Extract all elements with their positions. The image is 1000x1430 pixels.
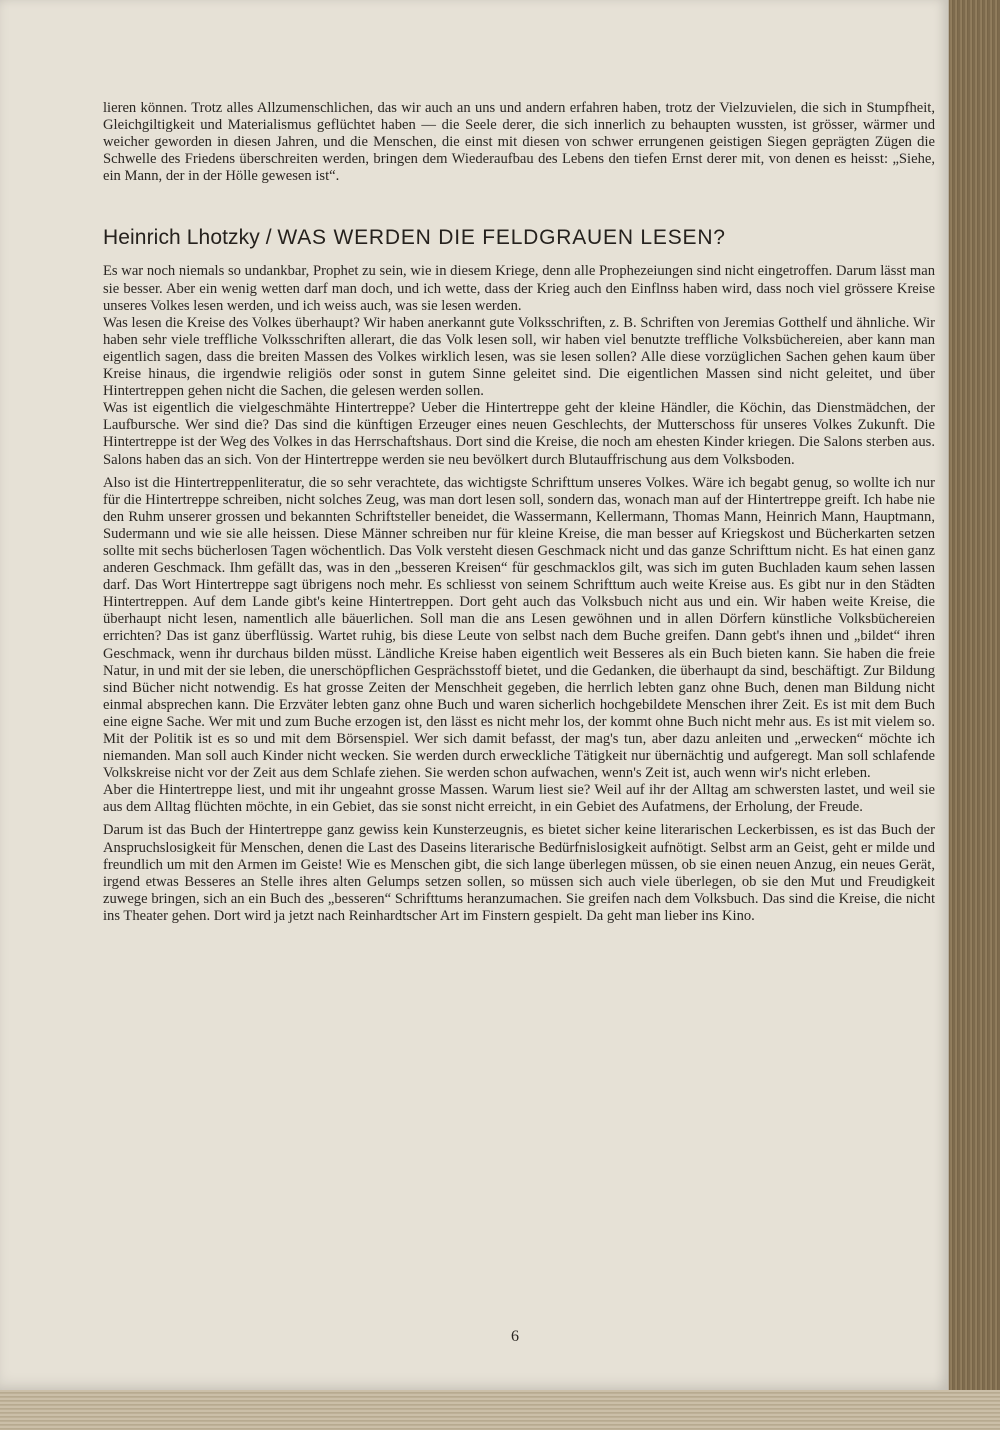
heading-separator: / [265,226,272,250]
body-paragraph: Was ist eigentlich die vielgeschmähte Hintertreppe? Ueber die Hintertreppe geht der kleine Händler, die Köchin, das Dienstmädchen, der Laufbursche. Wer sind die? Das sind die künftigen Erzeuger eines neuen Geschlechts, der Mutterschoss für unseres Volkes Zukunft. Die Hintertreppe ist der Weg des Volkes in das Herrschaftshaus. Dort sind die Kreise, die noch am ehesten Kinder kriegen. Die Salons sterben aus. Salons haben das an sich. Von der Hintertreppe werden sie neu bevölkert durch Blutauffrischung aus dem Volksboden. [103,400,935,468]
book-side-edge [948,0,1000,1430]
page-content [103,100,935,925]
body-paragraph: Darum ist das Buch der Hintertreppe ganz gewiss kein Kunsterzeugnis, es bietet sicher keine literarischen Leckerbissen, es ist das Buch der Anspruchslosigkeit für Menschen, denen die Last des Daseins literarische Bedürfnislosigkeit aufnötigt. Selbst arm an Geist, geht er milde und freundlich um mit den Armen im Geiste! Wie es Menschen gibt, die sich lange überlegen müssen, ob sie einen neuen Anzug, ein neues Gerät, irgend etwas Besseres an Stelle ihres alten Gelumps setzen sollen, so müssen sich auch viele überlegen, ob sie den Mut und Freudigkeit zuwege bringen, sich an ein Buch des „besseren“ Schrifttums heranzumachen. Sie greifen nach dem Volksbuch. Das sind die Kreise, die nicht ins Theater gehen. Dort wird ja jetzt nach Reinhardtscher Art im Finstern gespielt. Da geht man lieber ins Kino. [103,822,935,924]
page-number: 6 [511,1328,519,1345]
body-paragraph: Es war noch niemals so undankbar, Prophet zu sein, wie in diesem Kriege, denn alle Prophezeiungen sind nicht eingetroffen. Darum lässt man sie besser. Aber ein wenig wetten darf man doch, und ich wette, dass der Krieg auch den Einflnss haben wird, dass noch viel grössere Kreise unseres Volkes lesen werden, und ich weiss auch, was sie lesen werden. [103,263,935,314]
article-author: Heinrich Lhotzky [103,226,260,250]
book-page-edges [0,1390,1000,1430]
intro-paragraph: lieren können. Trotz alles Allzumenschlichen, das wir auch an uns und andern erfahren haben, trotz der Vielzuvielen, die sich in Stumpfheit, Gleichgiltigkeit und Materialismus geflüchtet haben — die Seele derer, die sich innerlich zu behaupten wussten, ist grösser, wärmer und weicher geworden in diesen Jahren, und die Menschen, die einst mit diesen von schwer errungenen geistigen Siegen geprägten Zügen die Schwelle des Friedens überschreiten werden, bringen dem Wiederaufbau des Lebens den tiefen Ernst derer mit, von denen es heisst: „Siehe, ein Mann, der in der Hölle gewesen ist“. [103,100,935,185]
body-paragraph: Was lesen die Kreise des Volkes überhaupt? Wir haben anerkannt gute Volksschriften, z. B. Schriften von Jeremias Gotthelf und ähnliche. Wir haben sehr viele treffliche Volksschriften allerart, die das Volk lesen soll, wir haben viel benutzte treffliche Volksbüchereien, aber kann man eigentlich sagen, dass die breiten Massen des Volkes wirklich lesen, was sie lesen sollen? Alle diese vorzüglichen Sachen gehen kaum über Kreise hinaus, die irgendwie religiös oder sonst in gutem Sinne geleitet sind. Die eigentlichen Massen sind nicht geleitet, und über Hintertreppen gehen nicht die Sachen, die gelesen werden sollen. [103,314,935,400]
body-paragraph: Aber die Hintertreppe liest, und mit ihr ungeahnt grosse Massen. Warum liest sie? Weil auf ihr der Alltag am schwersten lastet, und weil sie aus dem Alltag flüchten möchte, in ein Gebiet, das sie sonst nicht erreicht, in ein Gebiet des Aufatmens, der Erholung, der Freude. [103,782,935,816]
article-title: WAS WERDEN DIE FELDGRAUEN LESEN? [277,226,726,250]
body-paragraph: Also ist die Hintertreppenliteratur, die so sehr verachtete, das wichtigste Schrifttum unseres Volkes. Wäre ich begabt genug, so wollte ich nur für die Hintertreppe schreiben, nicht solches Zeug, was man dort lesen soll, sondern das, wonach man auf der Hintertreppe greift. Ich habe nie den Ruhm unserer grossen und bekannten Schriftsteller beneidet, die Wassermann, Kellermann, Thomas Mann, Heinrich Mann, Hauptmann, Sudermann und wie sie alle heissen. Diese Männer schreiben nur für kleine Kreise, die man besser auf Kriegskost und Bücherkarten setzen sollte mit sechs bücherlosen Tagen wöchentlich. Das Volk versteht diesen Geschmack nicht und das ganze Schrifttum nicht. Es hat einen ganz anderen Geschmack. Ihm gefällt das, was in den „besseren Kreisen“ für geschmacklos gilt, was sich im guten Buchladen kaum sehen lassen darf. Das Wort Hintertreppe sagt übrigens noch mehr. Es schliesst von seinem Schrifttum auch weite Kreise aus. Es gibt nur in den Städten Hintertreppen. Auf dem Lande gibt's keine Hintertreppen. Dort geht auch das Volksbuch nicht aus und ein. Wir haben weite Kreise, die überhaupt nicht lesen, namentlich alle bäuerlichen. Soll man die ans Lesen gewöhnen und in allen Dörfern künstliche Volksbüchereien errichten? Das ist ganz überflüssig. Wartet ruhig, bis diese Leute von selbst nach dem Buche greifen. Dann gebt's ihnen und „bildet“ ihren Geschmack, wenn ihr durchaus bilden müsst. Ländliche Kreise haben eigentlich weit Besseres als ein Buch bieten kann. Sie haben die freie Natur, in und mit der sie leben, die unerschöpflichen Gesprächsstoff bietet, und die Gedanken, die überhaupt da sind, beschäftigt. Zur Bildung sind Bücher nicht notwendig. Es hat grosse Zeiten der Menschheit gegeben, die herrlich lebten ganz ohne Buch, denen man Bildung nicht einmal absprechen kann. Die Erzväter lebten ganz ohne Buch und waren sicherlich hochgebildete Menschen ihrer Zeit. Es ist mit dem Buch eine eigne Sache. Wer mit und zum Buche erzogen ist, den lässt es nicht mehr los, der kommt ohne Buch nicht mehr aus. Es ist mit vielem so. Mit der Politik ist es so und mit dem Börsenspiel. Wer sich damit befasst, der mag's tun, aber dazu anleiten und „erwecken“ möchte ich niemanden. Man soll auch Kinder nicht wecken. Sie werden durch erweckliche Tätigkeit nur übernächtig und aufgeregt. Man soll schlafende Volkskreise nicht vor der Zeit aus dem Schlafe ziehen. Sie werden schon aufwachen, wenn's Zeit ist, auch wenn wir's nicht erleben. [103,474,935,782]
article-heading [103,225,935,251]
